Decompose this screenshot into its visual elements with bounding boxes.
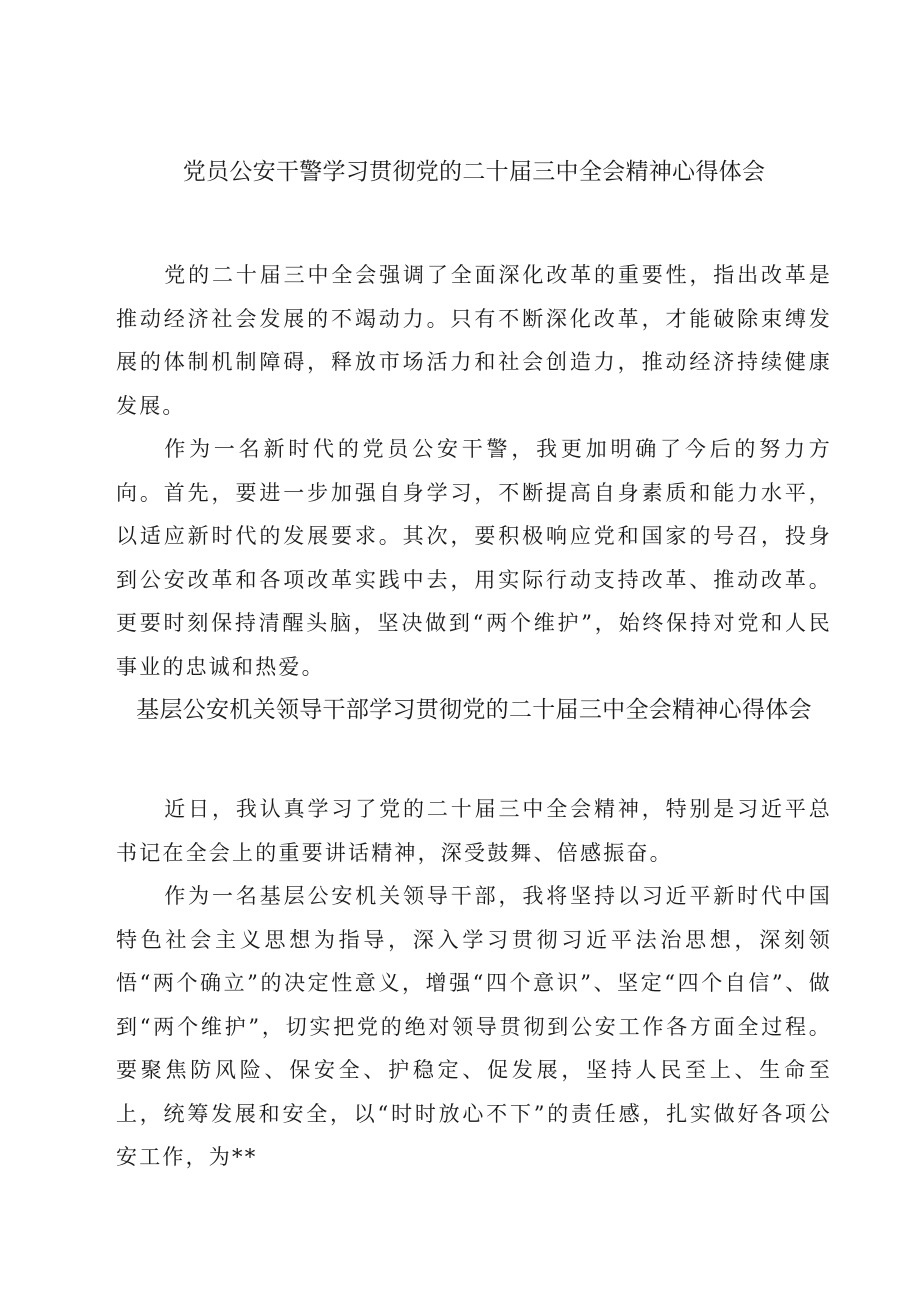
- article-title-1: 党员公安干警学习贯彻党的二十届三中全会精神心得体会: [182, 159, 766, 185]
- article-1-paragraph-2: 作为一名新时代的党员公安干警，我更加明确了今后的努力方向。首先，要进一步加强自身学习，不断提高自身素质和能力水平，以适应新时代的发展要求。其次，要积极响应党和国家的号召，投身到公安改革和各项改革实践中去，用实际行动支持改革、推动改革。更要时刻保持清醒头脑，坚决做到“两个维护”，始终保持对党和人民事业的忠诚和热爱。: [116, 437, 832, 679]
- article-1-paragraph-1: 党的二十届三中全会强调了全面深化改革的重要性，指出改革是推动经济社会发展的不竭动力。只有不断深化改革，才能破除束缚发展的体制机制障碍，释放市场活力和社会创造力，推动经济持续健康发展。: [116, 263, 832, 418]
- article-section-1: [116, 150, 832, 689]
- article-title-2: 基层公安机关领导干部学习贯彻党的二十届三中全会精神心得体会: [136, 697, 812, 723]
- article-2-paragraph-2: 作为一名基层公安机关领导干部，我将坚持以习近平新时代中国特色社会主义思想为指导，深入学习贯彻习近平法治思想，深刻领悟“两个确立”的决定性意义，增强“四个意识”、坚定“四个自信”、做到“两个维护”，切实把党的绝对领导贯彻到公安工作各方面全过程。要聚焦防风险、保安全、护稳定、促发展，坚持人民至上、生命至上，统筹发展和安全，以“时时放心不下”的责任感，扎实做好各项公安工作，为**: [116, 884, 832, 1169]
- article-section-2: [116, 688, 832, 1180]
- article-2-paragraph-1: 近日，我认真学习了党的二十届三中全会精神，特别是习近平总书记在全会上的重要讲话精神，深受鼓舞、倍感振奋。: [116, 797, 832, 865]
